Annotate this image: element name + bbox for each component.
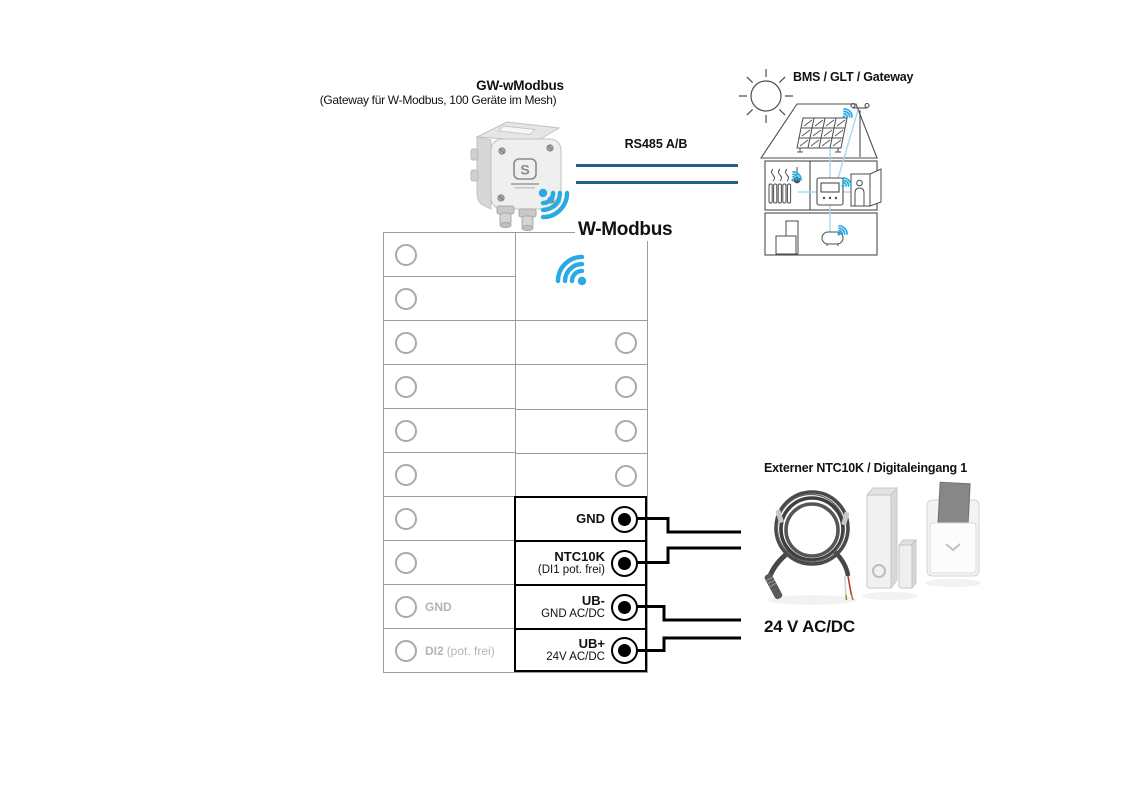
terminal-ub-minus-label: UB- GND AC/DC: [541, 592, 605, 620]
terminal-screw: [395, 420, 417, 442]
terminal-row: [516, 454, 647, 498]
terminal-screw: [395, 288, 417, 310]
power-label: 24 V AC/DC: [764, 617, 855, 636]
external-input-label: Externer NTC10K / Digitaleingang 1: [764, 461, 967, 475]
terminal-row: [384, 277, 515, 321]
terminal-row-gnd: [384, 585, 515, 629]
terminal-gnd: [514, 496, 647, 542]
terminal-row: [384, 541, 515, 585]
person-at-door: [851, 169, 881, 206]
terminal-row: [516, 365, 647, 409]
device-title: GW-wModbus: [476, 78, 564, 93]
terminal-wires: [637, 519, 741, 651]
terminal-ub-plus: [514, 628, 647, 672]
wmodbus-label: W-Modbus: [575, 219, 675, 241]
ntc-cable-sensor: [764, 492, 853, 600]
terminal-screw: [395, 244, 417, 266]
terminal-screw: [395, 332, 417, 354]
svg-text:S: S: [520, 161, 530, 178]
terminal-ntc10k: [514, 540, 647, 586]
rs485-label: RS485 A/B: [624, 137, 688, 151]
terminal-screw: [395, 596, 417, 618]
terminal-screw: [615, 332, 637, 354]
left-terminal-label-gnd: GND: [425, 599, 452, 614]
terminal-screw: [395, 552, 417, 574]
solar-panel: [797, 118, 847, 152]
terminal-screw: [395, 508, 417, 530]
wire-gnd: [637, 519, 741, 533]
terminal-screw: [615, 420, 637, 442]
terminal-screw: [395, 640, 417, 662]
device-subtitle: (Gateway für W-Modbus, 100 Geräte im Mesh): [319, 93, 557, 107]
sensor-probe: [764, 573, 784, 601]
terminal-connector: [611, 594, 638, 621]
terminal-row: [516, 410, 647, 454]
wire-ntc10k: [637, 548, 741, 563]
terminal-column-left: [384, 233, 516, 672]
building-illustration: [728, 62, 928, 262]
terminal-ntc10k-label: NTC10K (DI1 pot. frei): [537, 548, 605, 576]
sensor-images: [755, 478, 995, 618]
terminal-ub-plus-label: UB+ 24V AC/DC: [546, 635, 605, 663]
terminal-row: [384, 233, 515, 277]
wmodbus-wifi-icon: [546, 245, 590, 289]
bms-label: BMS / GLT / Gateway: [793, 70, 914, 84]
terminal-row: [384, 321, 515, 365]
thermostat-panel: [817, 178, 843, 205]
rs485-bus-lines: [576, 166, 738, 183]
terminal-ub-minus: [514, 584, 647, 630]
key-card-switch: [927, 482, 979, 576]
terminal-screw: [615, 465, 637, 487]
door-contact-sensor: [867, 488, 916, 588]
terminal-row: [384, 453, 515, 497]
terminal-connector: [611, 550, 638, 577]
cable-glands: [497, 206, 536, 231]
terminal-block-table: [383, 232, 648, 673]
terminal-row-di2: [384, 629, 515, 672]
terminal-screw: [395, 376, 417, 398]
wire-ub-plus: [637, 638, 741, 651]
basement-equipment: [776, 221, 798, 254]
terminal-connector: [611, 506, 638, 533]
terminal-row: [384, 409, 515, 453]
wifi-icon-radiator-room: [788, 170, 803, 185]
terminal-screw: [615, 376, 637, 398]
wire-ub-minus: [637, 607, 741, 621]
terminal-screw: [395, 464, 417, 486]
wmodbus-radio-cell: [516, 233, 647, 321]
terminal-row: [384, 365, 515, 409]
sun-icon: [739, 69, 793, 123]
left-terminal-label-di2: DI2 (pot. frei): [425, 643, 495, 658]
terminal-row: [384, 497, 515, 541]
key-card: [938, 482, 970, 529]
terminal-connector: [611, 637, 638, 664]
terminal-row: [516, 321, 647, 365]
terminal-gnd-label: GND: [576, 511, 605, 527]
